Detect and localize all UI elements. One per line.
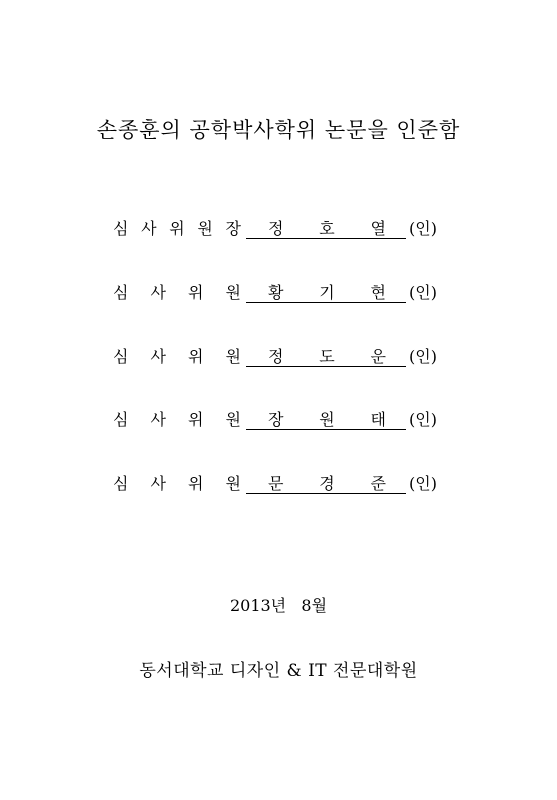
committee-role bbox=[113, 344, 241, 367]
role-char: 원 bbox=[225, 347, 241, 366]
role-char: 심 bbox=[113, 219, 129, 238]
name-char: 현 bbox=[370, 283, 386, 302]
committee-role bbox=[113, 280, 241, 303]
role-char: 사 bbox=[150, 410, 166, 429]
name-char: 열 bbox=[370, 219, 386, 238]
role-char: 원 bbox=[225, 474, 241, 493]
approval-date: 2013년 8월 bbox=[229, 596, 328, 615]
name-char: 정 bbox=[268, 347, 284, 366]
committee-role bbox=[113, 216, 241, 239]
name-char: 원 bbox=[319, 410, 335, 429]
name-char: 장 bbox=[268, 410, 284, 429]
page-title: 손종훈의 공학박사학위 논문을 인준함 bbox=[96, 118, 461, 142]
name-char: 황 bbox=[268, 283, 284, 302]
role-char: 원 bbox=[225, 283, 241, 302]
signature-line bbox=[246, 342, 406, 367]
committee-role bbox=[113, 407, 241, 430]
seal-mark: (인) bbox=[409, 410, 437, 429]
committee-name bbox=[268, 344, 386, 367]
role-char: 위 bbox=[188, 410, 204, 429]
committee-row-1 bbox=[113, 214, 453, 242]
role-char: 원 bbox=[197, 219, 213, 238]
role-char: 위 bbox=[188, 283, 204, 302]
seal-mark: (인) bbox=[409, 474, 437, 493]
name-char: 도 bbox=[319, 347, 335, 366]
role-char: 사 bbox=[150, 347, 166, 366]
role-char: 위 bbox=[188, 347, 204, 366]
name-char: 호 bbox=[319, 219, 335, 238]
signature-line bbox=[246, 469, 406, 494]
name-char: 운 bbox=[370, 347, 386, 366]
school-name: 동서대학교 디자인 & IT 전문대학원 bbox=[139, 661, 418, 681]
committee-row-3 bbox=[113, 342, 453, 370]
signature-line bbox=[246, 405, 406, 430]
seal-mark: (인) bbox=[409, 219, 437, 238]
role-char: 장 bbox=[225, 219, 241, 238]
name-char: 기 bbox=[319, 283, 335, 302]
committee-row-4 bbox=[113, 405, 453, 433]
role-char: 위 bbox=[169, 219, 185, 238]
role-char: 심 bbox=[113, 347, 129, 366]
committee-name bbox=[268, 471, 386, 494]
role-char: 심 bbox=[113, 410, 129, 429]
role-char: 위 bbox=[188, 474, 204, 493]
seal-mark: (인) bbox=[409, 283, 437, 302]
committee-name bbox=[268, 216, 386, 239]
seal-mark: (인) bbox=[409, 347, 437, 366]
signature-line bbox=[246, 278, 406, 303]
role-char: 심 bbox=[113, 283, 129, 302]
committee-row-5 bbox=[113, 469, 453, 497]
name-char: 준 bbox=[370, 474, 386, 493]
role-char: 원 bbox=[225, 410, 241, 429]
name-char: 경 bbox=[319, 474, 335, 493]
role-char: 사 bbox=[150, 283, 166, 302]
role-char: 사 bbox=[150, 474, 166, 493]
name-char: 정 bbox=[268, 219, 284, 238]
committee-name bbox=[268, 407, 386, 430]
name-char: 문 bbox=[268, 474, 284, 493]
role-char: 사 bbox=[141, 219, 157, 238]
committee-row-2 bbox=[113, 278, 453, 306]
name-char: 태 bbox=[370, 410, 386, 429]
committee-name bbox=[268, 280, 386, 303]
committee-role bbox=[113, 471, 241, 494]
role-char: 심 bbox=[113, 474, 129, 493]
signature-line bbox=[246, 214, 406, 239]
